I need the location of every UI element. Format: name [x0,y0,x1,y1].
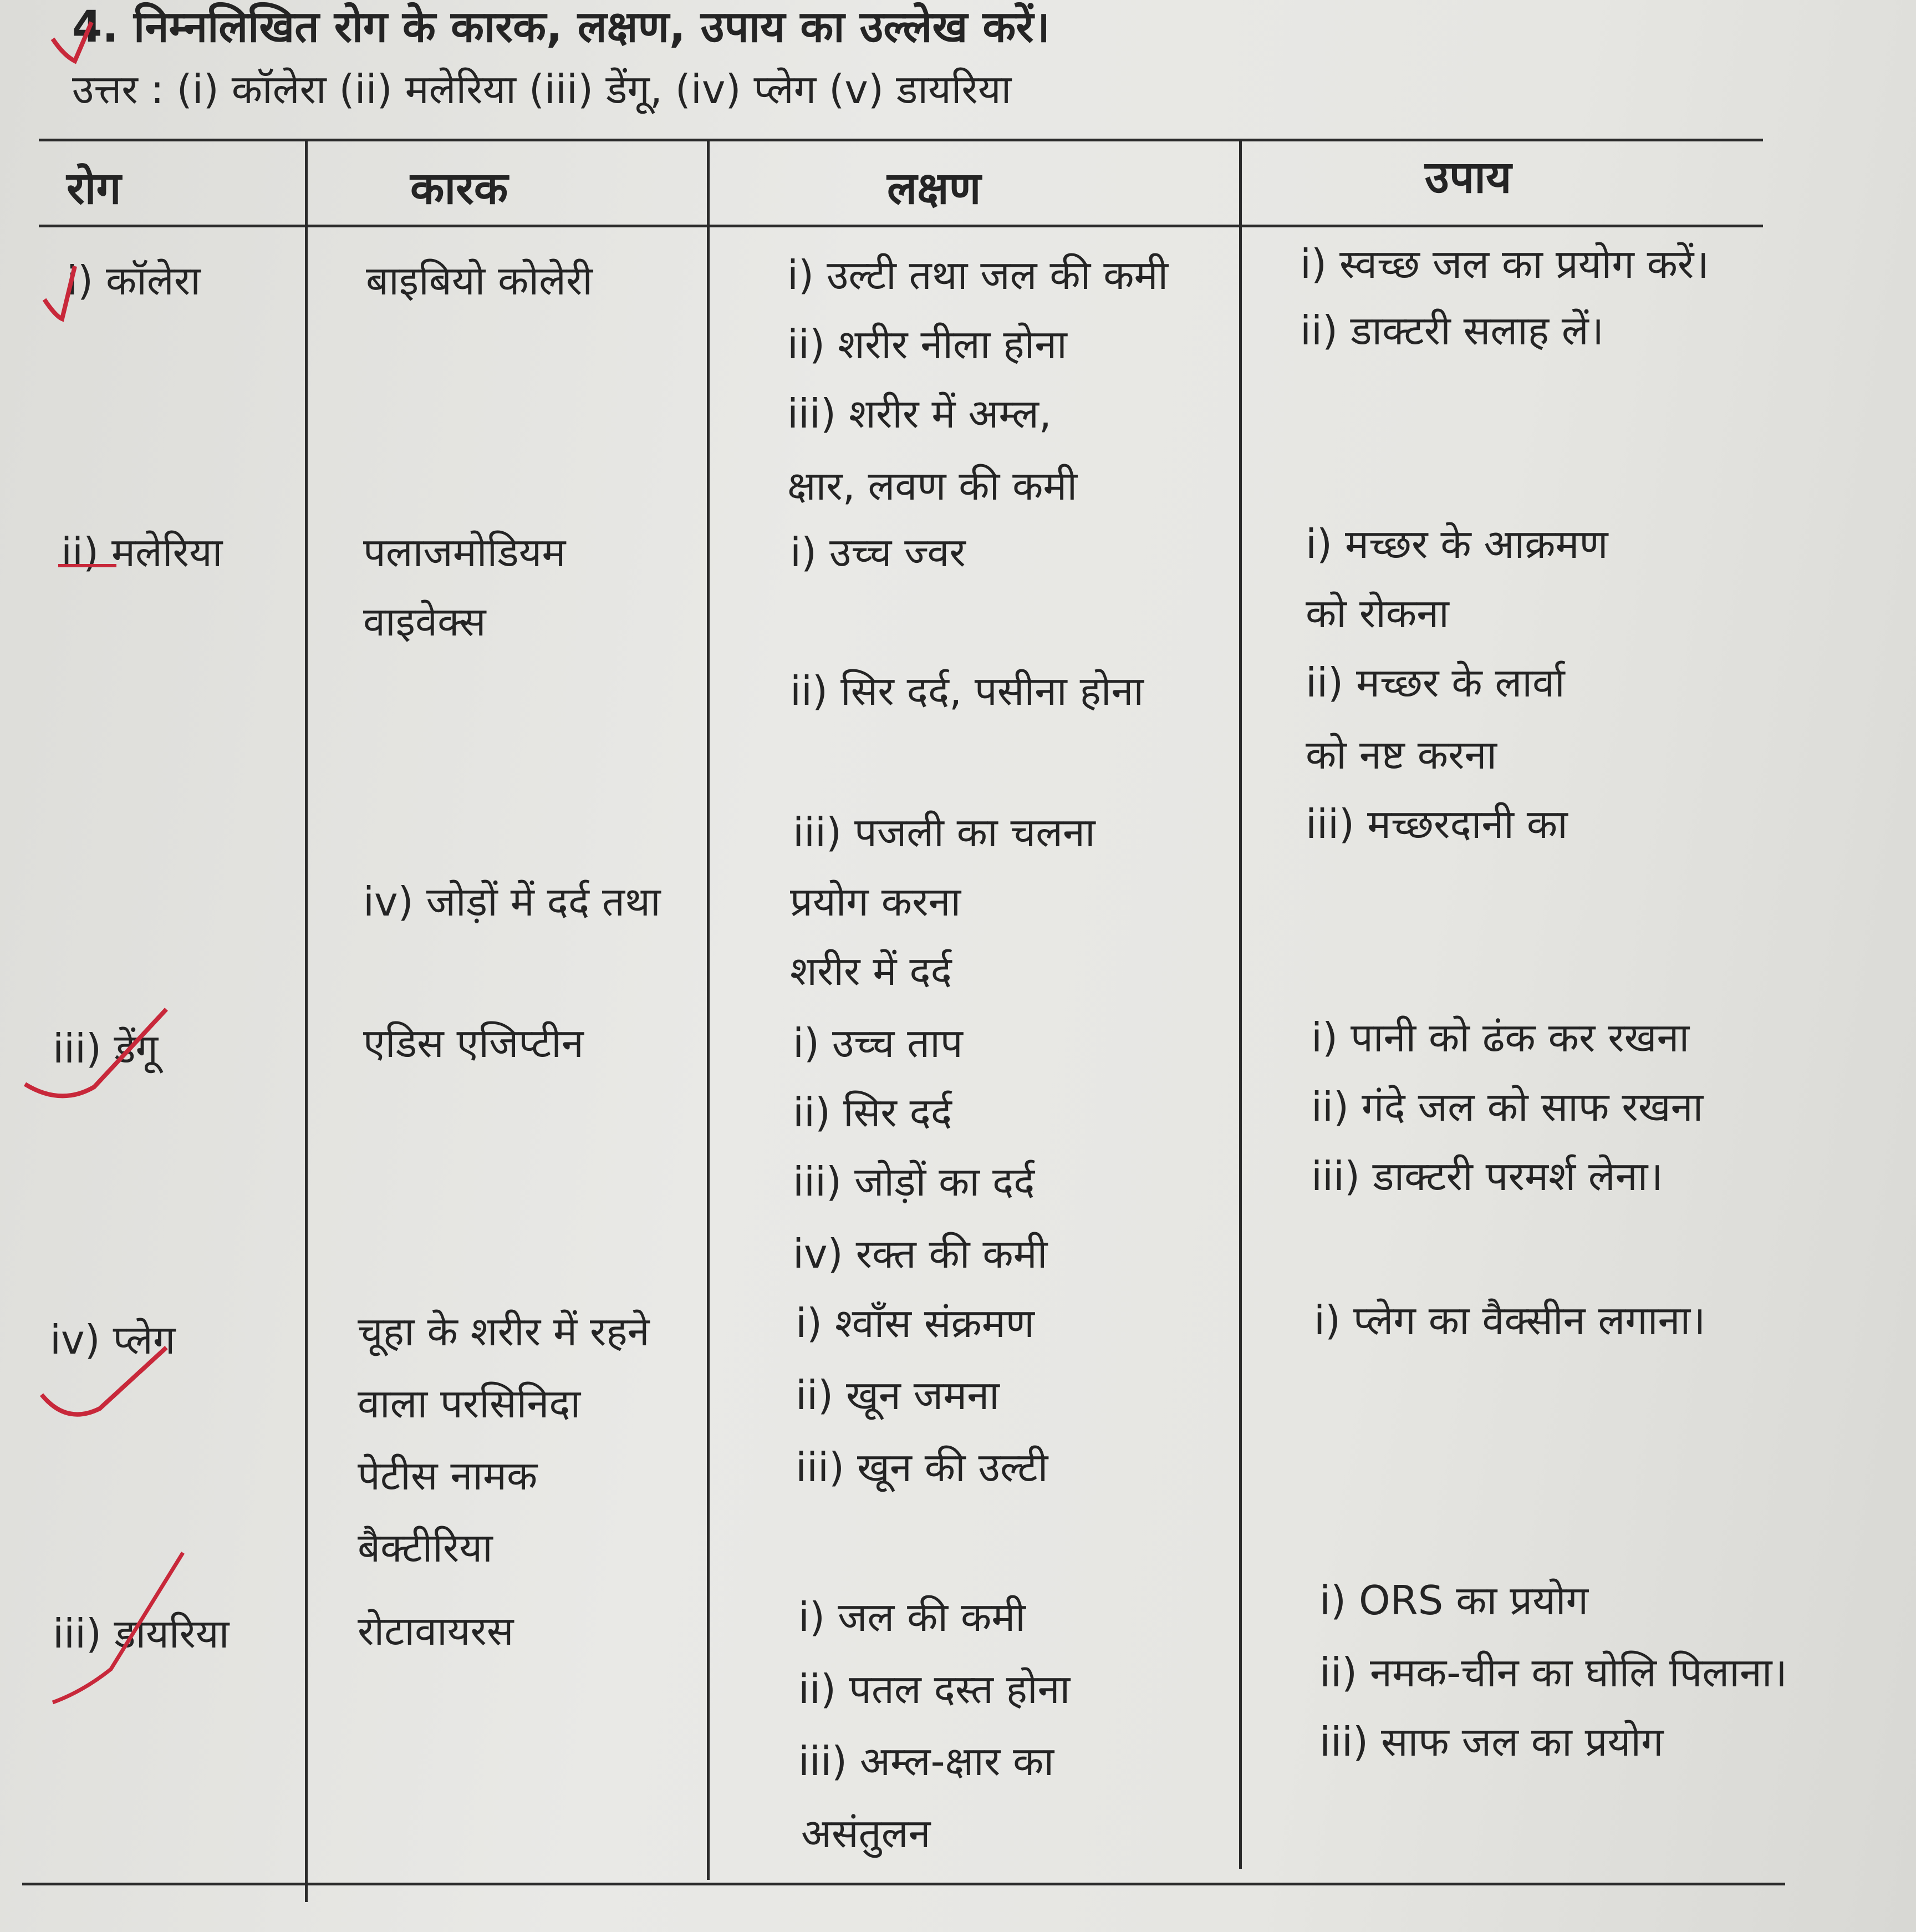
row3-remedy-3: iii) डाक्टरी परमर्श लेना। [1311,1153,1663,1199]
row1-symptom-2: ii) शरीर नीला होना [787,321,1067,368]
row1-cause: बाइबियो कोलेरी [366,257,593,304]
row1-symptom-1: i) उल्टी तथा जल की कमी [787,252,1169,298]
row2-symptom-1: i) उच्च ज्वर [790,529,966,576]
row5-remedy-2: ii) नमक-चीन का घोलि पिलाना। [1319,1649,1787,1696]
row5-remedy-3: iii) साफ जल का प्रयोग [1319,1719,1664,1765]
row2-symptom-5: शरीर में दर्द [790,948,952,994]
row2-disease: ii) मलेरिया [61,529,223,576]
row3-symptom-3: iii) जोड़ों का दर्द [793,1158,1035,1205]
row5-symptom-4: असंतुलन [801,1810,931,1857]
row2-remedy-2: को रोकना [1306,590,1449,637]
row5-symptom-3: iii) अम्ल-क्षार का [798,1738,1054,1784]
row3-symptom-1: i) उच्च ताप [793,1020,963,1066]
row5-symptom-2: ii) पतल दस्त होना [798,1666,1071,1712]
header-remedies: उपाय [1425,151,1512,203]
row2-remedy-3: ii) मच्छर के लार्वा [1306,659,1565,706]
question-title: 4. निम्नलिखित रोग के कारक, लक्षण, उपाय का उल्लेख करें। [72,2,1050,52]
row4-remedy-1: i) प्लेग का वैक्सीन लगाना। [1314,1297,1706,1344]
row3-remedy-2: ii) गंदे जल को साफ रखना [1311,1084,1704,1130]
row5-cause: रोटावायरस [358,1608,514,1654]
row4-disease: iv) प्लेग [50,1316,176,1363]
row5-disease: iii) डायरिया [53,1610,230,1657]
table-top-rule [39,139,1763,141]
row4-cause-4: बैक्टीरिया [358,1524,493,1571]
row4-cause-1: चूहा के शरीर में रहने [358,1308,650,1355]
row2-cause-1: पलाजमोडियम [363,529,566,576]
row4-symptom-3: iii) खून की उल्टी [796,1444,1048,1491]
row2-remedy-5: iii) मच्छरदानी का [1306,801,1568,847]
row1-symptom-3: iii) शरीर में अम्ल, [787,390,1052,437]
row4-symptom-1: i) श्वाँस संक्रमण [796,1300,1035,1346]
row2-cause-2: वाइवेक्स [363,598,486,645]
row3-symptom-4: iv) रक्त की कमी [793,1231,1048,1277]
row4-cause-2: वाला परसिनिदा [358,1380,581,1427]
header-symptoms: लक्षण [887,162,981,214]
column-divider-3 [1239,139,1242,1869]
header-cause: कारक [410,162,508,214]
row2-symptom-3: iii) पजली का चलना [793,809,1095,856]
row2-cause-extra: iv) जोड़ों में दर्द तथा [363,878,661,925]
row2-remedy-4: को नष्ट करना [1306,731,1497,778]
row1-disease: i) कॉलेरा [67,257,201,304]
row3-cause: एडिस एजिप्टीन [363,1020,584,1066]
answer-intro: उत्तर : (i) कॉलेरा (ii) मलेरिया (iii) डेंगू, (iv) प्लेग (v) डायरिया [72,66,1012,113]
row3-disease: iii) डेंगू [53,1025,159,1072]
header-disease: रोग [67,162,121,214]
table-bottom-rule [22,1883,1785,1885]
row5-symptom-1: i) जल की कमी [798,1594,1026,1640]
row1-remedy-2: ii) डाक्टरी सलाह लें। [1300,307,1604,354]
row2-symptom-4: प्रयोग करना [790,878,961,925]
column-divider-2 [707,139,710,1880]
row5-remedy-1: i) ORS का प्रयोग [1319,1577,1589,1624]
row1-remedy-1: i) स्वच्छ जल का प्रयोग करें। [1300,241,1709,287]
column-divider-1 [305,139,308,1902]
row3-symptom-2: ii) सिर दर्द [793,1089,952,1136]
row2-remedy-1: i) मच्छर के आक्रमण [1306,521,1608,567]
header-bottom-rule [39,225,1763,227]
row3-remedy-1: i) पानी को ढंक कर रखना [1311,1014,1690,1061]
row4-cause-3: पेटीस नामक [358,1452,538,1499]
row1-symptom-4: क्षार, लवण की कमी [787,462,1078,509]
row2-symptom-2: ii) सिर दर्द, पसीना होना [790,668,1144,714]
row4-symptom-2: ii) खून जमना [796,1372,1000,1419]
